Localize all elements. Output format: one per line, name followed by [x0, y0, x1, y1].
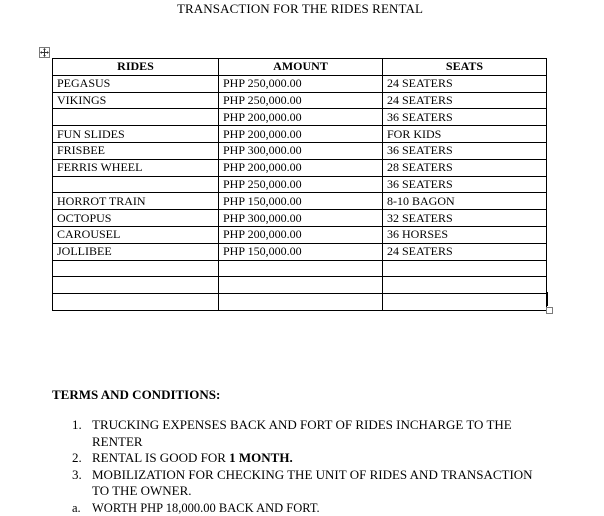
cell-ride: [53, 260, 219, 277]
cell-ride: PEGASUS: [53, 75, 219, 92]
term-number: 1.: [72, 417, 82, 434]
term-text-bold: 1 MONTH.: [229, 450, 293, 465]
cell-ride: HORROT TRAIN: [53, 193, 219, 210]
cell-seats: FOR KIDS: [383, 126, 547, 143]
cell-amount: [219, 294, 383, 311]
term-text: TRUCKING EXPENSES BACK AND FORT OF RIDES INCHARGE TO THE RENTER: [92, 417, 512, 449]
cell-ride: [53, 277, 219, 294]
cell-seats: 8-10 BAGON: [383, 193, 547, 210]
header-amount: AMOUNT: [219, 59, 383, 76]
term-number: 3.: [72, 467, 82, 484]
table-row: [53, 210, 547, 227]
cell-seats: 36 SEATERS: [383, 109, 547, 126]
table-row: [53, 142, 547, 159]
cell-amount: [219, 260, 383, 277]
cell-amount: PHP 200,000.00: [219, 109, 383, 126]
cell-amount: PHP 150,000.00: [219, 243, 383, 260]
term-item: [72, 450, 542, 467]
table-resize-handle-icon[interactable]: [546, 307, 553, 314]
rides-table: [52, 58, 547, 311]
table-row: [53, 294, 547, 311]
header-seats: SEATS: [383, 59, 547, 76]
term-text: RENTAL IS GOOD FOR: [92, 450, 229, 465]
term-number: 2.: [72, 450, 82, 467]
cell-ride: FERRIS WHEEL: [53, 159, 219, 176]
table-end-mark: [546, 292, 548, 306]
cell-amount: PHP 300,000.00: [219, 210, 383, 227]
cell-ride: FUN SLIDES: [53, 126, 219, 143]
table-row: [53, 243, 547, 260]
cell-seats: 36 SEATERS: [383, 176, 547, 193]
cell-seats: [383, 260, 547, 277]
table-row: [53, 109, 547, 126]
cell-seats: 24 SEATERS: [383, 243, 547, 260]
cell-amount: PHP 250,000.00: [219, 92, 383, 109]
table-row: [53, 159, 547, 176]
cell-ride: JOLLIBEE: [53, 243, 219, 260]
term-item: [72, 417, 542, 450]
table-row: [53, 126, 547, 143]
terms-list: [72, 417, 542, 516]
cell-seats: 28 SEATERS: [383, 159, 547, 176]
table-row: [53, 277, 547, 294]
terms-heading: TERMS AND CONDITIONS:: [52, 387, 220, 403]
cell-ride: CAROUSEL: [53, 226, 219, 243]
cell-ride: OCTOPUS: [53, 210, 219, 227]
cell-seats: 36 HORSES: [383, 226, 547, 243]
cell-seats: [383, 294, 547, 311]
cell-amount: PHP 200,000.00: [219, 226, 383, 243]
table-row: [53, 260, 547, 277]
term-text: MOBILIZATION FOR CHECKING THE UNIT OF RIDES AND TRANSACTION TO THE OWNER.: [92, 467, 533, 499]
sub-term-item: [72, 500, 542, 516]
table-header-row: [53, 59, 547, 76]
cell-amount: PHP 200,000.00: [219, 126, 383, 143]
sub-term-text: WORTH PHP 18,000.00 BACK AND FORT.: [92, 501, 320, 515]
cell-ride: [53, 109, 219, 126]
cell-seats: 36 SEATERS: [383, 142, 547, 159]
cell-ride: [53, 176, 219, 193]
term-item: [72, 467, 542, 500]
table-row: [53, 75, 547, 92]
cell-seats: 24 SEATERS: [383, 75, 547, 92]
cell-amount: PHP 200,000.00: [219, 159, 383, 176]
table-row: [53, 92, 547, 109]
table-row: [53, 226, 547, 243]
cell-amount: [219, 277, 383, 294]
cell-seats: [383, 277, 547, 294]
cell-amount: PHP 250,000.00: [219, 75, 383, 92]
document-title: TRANSACTION FOR THE RIDES RENTAL: [0, 1, 600, 17]
cell-seats: 32 SEATERS: [383, 210, 547, 227]
cell-amount: PHP 250,000.00: [219, 176, 383, 193]
table-row: [53, 193, 547, 210]
table-row: [53, 176, 547, 193]
cell-ride: [53, 294, 219, 311]
table-move-handle-icon[interactable]: [39, 47, 50, 58]
cell-ride: VIKINGS: [53, 92, 219, 109]
cell-ride: FRISBEE: [53, 142, 219, 159]
cell-amount: PHP 300,000.00: [219, 142, 383, 159]
cell-seats: 24 SEATERS: [383, 92, 547, 109]
sub-term-letter: a.: [72, 500, 81, 516]
cell-amount: PHP 150,000.00: [219, 193, 383, 210]
header-rides: RIDES: [53, 59, 219, 76]
